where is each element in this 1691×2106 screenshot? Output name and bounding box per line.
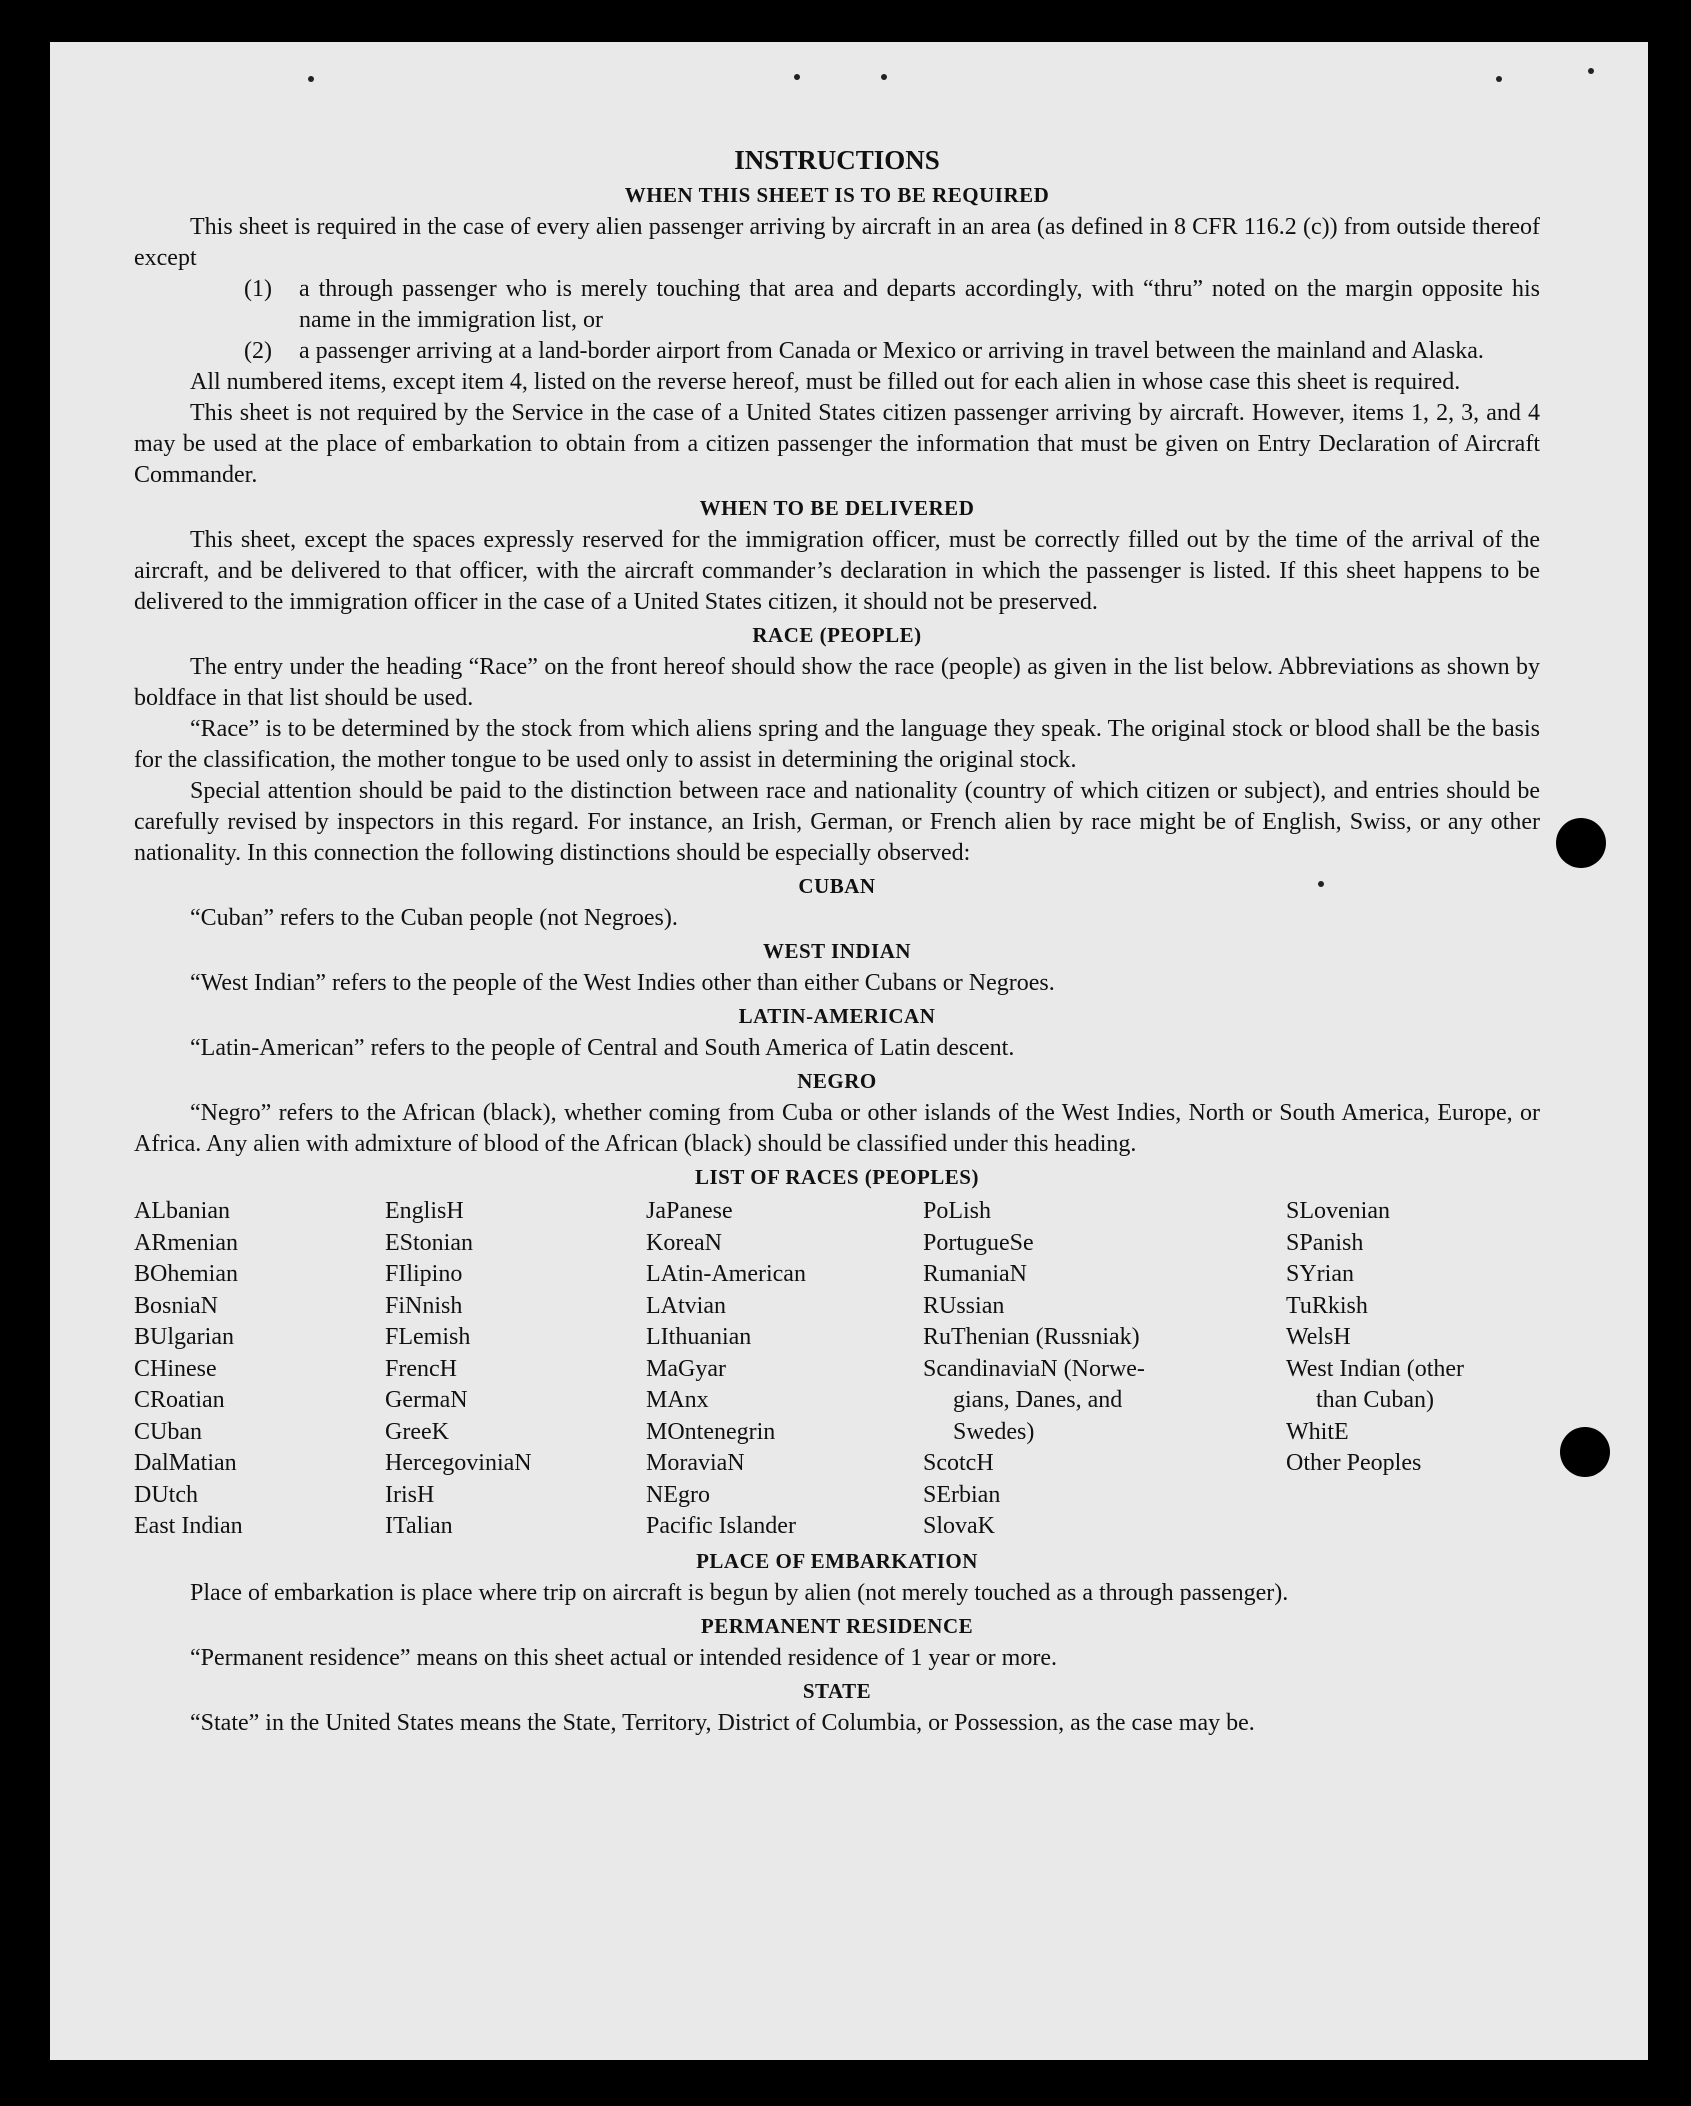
paragraph: “Race” is to be determined by the stock from which aliens spring and the language they speak. The original stock or blood shall be the basis for the classification, the mother tongue to be used only to assist in determining the original stock. (134, 716, 1540, 773)
race-entry: MAnx (646, 1387, 709, 1413)
race-entry: WelsH (1286, 1324, 1351, 1350)
heading-west-indian: WEST INDIAN (762, 939, 912, 963)
paragraph: All numbered items, except item 4, listed on the reverse hereof, must be filled out for each alien in whose case this sheet is required. (190, 369, 1461, 395)
heading-race: RACE (PEOPLE) (752, 623, 922, 647)
race-entry: CUban (134, 1418, 202, 1445)
paragraph: The entry under the heading “Race” on the front hereof should show the race (people) as given in the list below. Abbreviations as shown by boldface in that list should be used. (134, 654, 1540, 711)
item-number: (1) (244, 276, 272, 302)
heading-required: WHEN THIS SHEET IS TO BE REQUIRED (624, 183, 1050, 207)
item-text: a passenger arriving at a land-border airport from Canada or Mexico or arriving in travel between the mainland and Alaska. (299, 338, 1484, 364)
item-number: (2) (244, 338, 272, 364)
race-entry: BosniaN (134, 1292, 218, 1319)
race-entry: MoraviaN (646, 1450, 745, 1476)
races-column (385, 1196, 646, 1543)
race-entry: BOhemian (134, 1261, 238, 1287)
race-entry: FrencH (385, 1355, 457, 1382)
race-entry: SPanish (1286, 1229, 1364, 1256)
race-entry: RumaniaN (923, 1261, 1027, 1287)
heading-latin-american: LATIN-AMERICAN (738, 1004, 936, 1028)
race-entry: ScotcH (923, 1450, 994, 1476)
speck (881, 74, 887, 80)
heading-cuban: CUBAN (798, 874, 876, 898)
races-group (923, 1448, 1286, 1543)
race-entry: HercegoviniaN (385, 1450, 532, 1476)
races-group-continued (923, 1385, 1286, 1448)
races-group-continued (1286, 1385, 1540, 1417)
races-group (1286, 1196, 1540, 1385)
heading-embarkation: PLACE OF EMBARKATION (696, 1548, 978, 1573)
speck (1496, 76, 1502, 82)
race-entry: EnglisH (385, 1198, 464, 1224)
race-entry: RuThenian (Russniak) (923, 1324, 1140, 1350)
race-entry: WhitE (1286, 1418, 1349, 1445)
paragraph: “Permanent residence” means on this sheet actual or intended residence of 1 year or more. (190, 1644, 1057, 1671)
speck (794, 74, 800, 80)
race-entry: PortugueSe (923, 1229, 1034, 1256)
race-entry: IrisH (385, 1481, 435, 1508)
race-entry: RUssian (923, 1292, 1005, 1319)
race-entry: JaPanese (646, 1198, 733, 1224)
race-entry: FIlipino (385, 1261, 463, 1287)
race-entry: GermaN (385, 1387, 468, 1413)
paragraph: This sheet, except the spaces expressly reserved for the immigration officer, must be correctly filled out by the time of the arrival of the aircraft, and be delivered to that officer, with the aircraft commander’s declaration in which the passenger is listed. If this sheet happens to be delivered to the immigration officer in the case of a United States citizen, it should not be preserved. (134, 527, 1540, 615)
race-entry: FiNnish (385, 1292, 463, 1319)
paragraph: “West Indian” refers to the people of the West Indies other than either Cubans or Negroes. (190, 970, 1055, 996)
races-list (134, 1196, 1540, 1543)
heading-delivered: WHEN TO BE DELIVERED (699, 496, 975, 520)
races-group (923, 1196, 1286, 1385)
race-entry: LIthuanian (646, 1324, 752, 1350)
paragraph: “Cuban” refers to the Cuban people (not Negroes). (190, 905, 678, 931)
paragraph: This sheet is required in the case of every alien passenger arriving by aircraft in an area (as defined in 8 CFR 116.2 (c)) from outside thereof except (134, 214, 1540, 271)
race-entry: ITalian (385, 1513, 453, 1539)
race-entry: CRoatian (134, 1387, 225, 1413)
heading-state: STATE (802, 1678, 872, 1703)
race-entry: West Indian (other (1286, 1355, 1465, 1382)
race-entry: KoreaN (646, 1229, 722, 1256)
race-entry: TuRkish (1286, 1292, 1368, 1319)
races-column (923, 1196, 1286, 1543)
race-entry: SErbian (923, 1481, 1001, 1508)
race-entry: LAtvian (646, 1292, 726, 1319)
race-entry: Other Peoples (1286, 1450, 1422, 1476)
race-entry: Pacific Islander (646, 1513, 796, 1539)
document-page (50, 42, 1648, 2060)
race-entry: GreeK (385, 1418, 449, 1445)
paragraph: Special attention should be paid to the distinction between race and nationality (country of which citizen or subject), and entries should be carefully revised by inspectors in this regard. For instance, an Irish, German, or French alien by race might be of English, Swiss, or any other nationality. In this connection the following distinctions should be especially observed: (134, 778, 1540, 866)
race-entry: DUtch (134, 1481, 198, 1508)
paragraph: Place of embarkation is place where trip on aircraft is begun by alien (not merely touched as a through passenger). (190, 1579, 1289, 1606)
heading-list-of-races: LIST OF RACES (PEOPLES) (695, 1165, 979, 1189)
paragraph: This sheet is not required by the Service in the case of a United States citizen passenger arriving by aircraft. However, items 1, 2, 3, and 4 may be used at the place of embarkation to obtain from a citizen passenger the information that must be given on Entry Declaration of Aircraft Commander. (134, 400, 1540, 488)
race-entry: BUlgarian (134, 1324, 234, 1350)
race-entry: PoLish (923, 1198, 992, 1224)
races-column (646, 1196, 923, 1543)
race-entry: SYrian (1286, 1261, 1354, 1287)
race-entry: Swedes) (953, 1418, 1035, 1445)
punch-hole (1556, 818, 1606, 868)
list-item (244, 274, 1540, 336)
heading-negro: NEGRO (797, 1069, 877, 1093)
race-entry: SlovaK (923, 1513, 995, 1539)
item-text: a through passenger who is merely touching that area and departs accordingly, with “thru” noted on the margin opposite his name in the immigration list, or (299, 276, 1540, 333)
race-entry: EStonian (385, 1229, 473, 1256)
race-entry: ALbanian (134, 1198, 230, 1224)
punch-hole (1560, 1427, 1610, 1477)
race-entry: LAtin-American (646, 1261, 806, 1287)
paragraph: “State” in the United States means the State, Territory, District of Columbia, or Possession, as the case may be. (190, 1709, 1255, 1736)
instructions-content (134, 142, 1540, 1739)
race-entry: NEgro (646, 1481, 710, 1508)
race-entry: MOntenegrin (646, 1418, 776, 1445)
race-entry: DalMatian (134, 1450, 237, 1476)
race-entry: gians, Danes, and (953, 1387, 1123, 1413)
race-entry: ScandinaviaN (Norwe- (923, 1355, 1145, 1382)
speck (1588, 68, 1594, 74)
race-entry: ARmenian (134, 1229, 238, 1256)
races-column (1286, 1196, 1540, 1543)
race-entry: than Cuban) (1316, 1387, 1434, 1413)
heading-permanent-residence: PERMANENT RESIDENCE (700, 1613, 974, 1638)
paragraph: “Negro” refers to the African (black), whether coming from Cuba or other islands of the West Indies, North or South America, Europe, or Africa. Any alien with admixture of blood of the African (black) should be classified under this heading. (134, 1100, 1540, 1157)
race-entry: MaGyar (646, 1355, 726, 1382)
races-column (134, 1196, 385, 1543)
paragraph: “Latin-American” refers to the people of Central and South America of Latin descent. (190, 1035, 1015, 1061)
race-entry: East Indian (134, 1513, 243, 1539)
race-entry: CHinese (134, 1355, 217, 1382)
list-item (244, 336, 1540, 367)
page-title: INSTRUCTIONS (734, 145, 940, 175)
race-entry: FLemish (385, 1324, 471, 1350)
race-entry: SLovenian (1286, 1198, 1390, 1224)
races-group (1286, 1417, 1540, 1480)
speck (308, 76, 314, 82)
